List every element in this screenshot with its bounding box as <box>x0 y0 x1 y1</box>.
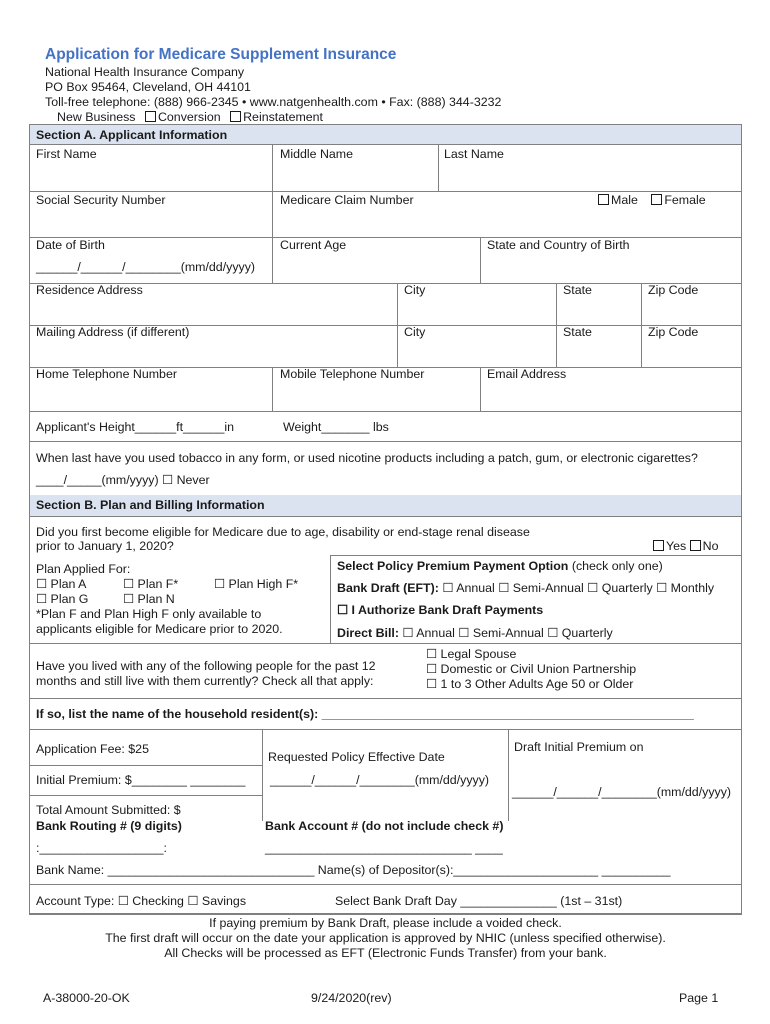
residence-state-field[interactable]: State <box>563 283 592 297</box>
residence-address-field[interactable]: Residence Address <box>36 283 143 297</box>
middle-name-field[interactable]: Middle Name <box>280 147 353 161</box>
mailing-address-field[interactable]: Mailing Address (if different) <box>36 325 190 339</box>
household-question-line1: Have you lived with any of the following people for the past 12 <box>36 659 376 673</box>
current-age-field[interactable]: Current Age <box>280 238 347 252</box>
form-title: Application for Medicare Supplement Insurance <box>45 46 397 63</box>
ssn-field[interactable]: Social Security Number <box>36 193 166 207</box>
payment-option-title: Select Policy Premium Payment Option (check only one) <box>337 559 663 573</box>
dob-field[interactable]: Date of Birth <box>36 238 105 252</box>
app-type-reinstatement: Reinstatement <box>243 110 324 124</box>
mobile-phone-field[interactable]: Mobile Telephone Number <box>280 367 425 381</box>
female-checkbox[interactable] <box>651 194 662 205</box>
female-label: Female <box>664 193 706 207</box>
section-a-header: Section A. Applicant Information <box>30 125 741 145</box>
weight-field[interactable]: Weight_______ lbs <box>283 420 389 434</box>
eligibility-options <box>653 539 719 554</box>
draft-initial-date-field[interactable]: ______/______/________(mm/dd/yyyy) <box>512 785 732 799</box>
eligibility-question-line2: prior to January 1, 2020? <box>36 539 174 553</box>
account-number-field[interactable]: ______________________________ ____ <box>265 841 503 855</box>
dob-format: ______/______/________(mm/dd/yyyy) <box>36 260 256 274</box>
last-name-field[interactable]: Last Name <box>444 147 504 161</box>
account-number-label: Bank Account # (do not include check #) <box>265 819 504 833</box>
medicare-claim-field[interactable]: Medicare Claim Number <box>280 193 414 207</box>
form-id: A-38000-20-OK <box>43 991 130 1005</box>
male-checkbox[interactable] <box>598 194 609 205</box>
form-revision: 9/24/2020(rev) <box>311 991 392 1005</box>
direct-bill-options[interactable]: Direct Bill: ☐ Annual ☐ Semi-Annual ☐ Quarterly <box>337 626 613 640</box>
mailing-zip-field[interactable]: Zip Code <box>648 325 699 339</box>
bank-draft-options[interactable]: Bank Draft (EFT): ☐ Annual ☐ Semi-Annual ☐ Quarterly ☐ Monthly <box>337 581 715 595</box>
residence-zip-field[interactable]: Zip Code <box>648 283 699 297</box>
yes-label: Yes <box>666 539 687 553</box>
company-name: National Health Insurance Company <box>45 65 245 79</box>
app-type-reinstatement-checkbox[interactable] <box>230 111 241 122</box>
birth-place-field[interactable]: State and Country of Birth <box>487 238 630 252</box>
application-form <box>29 124 742 915</box>
household-other-adults[interactable]: ☐ 1 to 3 Other Adults Age 50 or Older <box>426 677 634 691</box>
app-type-new-business: New Business <box>57 110 136 124</box>
routing-number-field[interactable]: :__________________: <box>36 841 167 855</box>
authorize-bank-draft[interactable]: ☐ I Authorize Bank Draft Payments <box>337 603 544 617</box>
section-b-header: Section B. Plan and Billing Information <box>30 495 741 517</box>
height-field[interactable]: Applicant's Height______ft______in <box>36 420 235 434</box>
plan-note-line1: *Plan F and Plan High F only available to <box>36 607 262 621</box>
no-checkbox[interactable] <box>690 540 701 551</box>
home-phone-field[interactable]: Home Telephone Number <box>36 367 177 381</box>
page-number: Page 1 <box>679 991 719 1005</box>
note-first-draft: The first draft will occur on the date your application is approved by NHIC (unless specified otherwise). <box>105 931 666 945</box>
note-voided-check: If paying premium by Bank Draft, please include a voided check. <box>209 916 562 930</box>
gender-options <box>598 193 706 208</box>
plan-n-option[interactable]: ☐ Plan N <box>123 592 175 606</box>
plan-applied-label: Plan Applied For: <box>36 562 131 576</box>
requested-effective-date-field[interactable]: ______/______/________(mm/dd/yyyy) <box>270 773 490 787</box>
eligibility-question-line1: Did you first become eligible for Medicare due to age, disability or end-stage renal disease <box>36 525 530 539</box>
company-contact: Toll-free telephone: (888) 966-2345 • www.natgenhealth.com • Fax: (888) 344-3232 <box>45 95 502 109</box>
household-domestic-partner[interactable]: ☐ Domestic or Civil Union Partnership <box>426 662 637 676</box>
no-label: No <box>702 539 719 553</box>
tobacco-question: When last have you used tobacco in any form, or used nicotine products including a patch, gum, or electronic cigarettes? <box>36 451 698 465</box>
application-fee: Application Fee: $25 <box>36 742 149 756</box>
plan-note-line2: applicants eligible for Medicare prior to 2020. <box>36 622 283 636</box>
note-eft-processing: All Checks will be processed as EFT (Electronic Funds Transfer) from your bank. <box>164 946 607 960</box>
app-type-conversion: Conversion <box>157 110 221 124</box>
account-type-options[interactable]: Account Type: ☐ Checking ☐ Savings <box>36 894 247 908</box>
bank-draft-notes <box>29 916 742 961</box>
plan-g-option[interactable]: ☐ Plan G <box>36 592 89 606</box>
yes-checkbox[interactable] <box>653 540 664 551</box>
routing-number-label: Bank Routing # (9 digits) <box>36 819 182 833</box>
household-legal-spouse[interactable]: ☐ Legal Spouse <box>426 647 517 661</box>
requested-effective-date-label: Requested Policy Effective Date <box>268 750 445 764</box>
household-resident-names[interactable]: If so, list the name of the household resident(s): ______________________________________________________ <box>36 707 694 721</box>
initial-premium-field[interactable]: Initial Premium: $________ ________ <box>36 773 246 787</box>
plan-f-option[interactable]: ☐ Plan F* <box>123 577 179 591</box>
residence-city-field[interactable]: City <box>404 283 426 297</box>
app-type-conversion-checkbox[interactable] <box>145 111 156 122</box>
bank-name-depositor-row[interactable]: Bank Name: ______________________________ Name(s) of Depositor(s):_____________________ __________ <box>36 863 671 877</box>
household-question-line2: months and still live with them currently? Check all that apply: <box>36 674 374 688</box>
mailing-state-field[interactable]: State <box>563 325 592 339</box>
total-amount-submitted[interactable]: Total Amount Submitted: $ <box>36 803 181 817</box>
bank-draft-day-field[interactable]: Select Bank Draft Day ______________ (1st – 31st) <box>335 894 623 908</box>
plan-high-f-option[interactable]: ☐ Plan High F* <box>214 577 299 591</box>
application-type-row <box>57 110 323 125</box>
male-label: Male <box>611 193 638 207</box>
tobacco-answer[interactable]: ____/_____(mm/yyyy) ☐ Never <box>36 473 210 487</box>
mailing-city-field[interactable]: City <box>404 325 426 339</box>
plan-a-option[interactable]: ☐ Plan A <box>36 577 87 591</box>
company-address: PO Box 95464, Cleveland, OH 44101 <box>45 80 251 94</box>
draft-initial-premium-label: Draft Initial Premium on <box>514 740 644 754</box>
first-name-field[interactable]: First Name <box>36 147 97 161</box>
email-field[interactable]: Email Address <box>487 367 567 381</box>
